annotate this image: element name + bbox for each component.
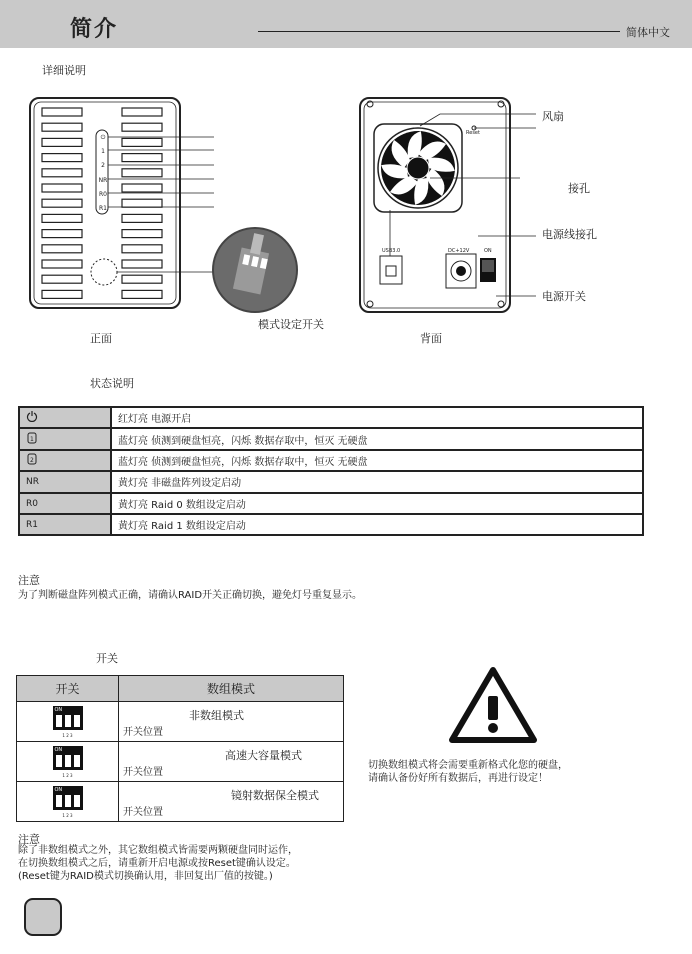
vent-slot — [42, 199, 82, 207]
note1-title: 注意 — [18, 574, 40, 587]
warning-line1: 切换数组模式将会需要重新格式化您的硬盘， — [368, 760, 568, 771]
usb-label: USB3.0 — [382, 248, 401, 254]
switch-table — [16, 675, 344, 822]
status-desc: 黄灯亮 Raid 0 数组设定启动 — [111, 493, 643, 514]
vent-slot — [122, 138, 162, 146]
status-row — [19, 514, 643, 535]
dc-label: DC+12V — [448, 248, 470, 254]
vent-slot — [42, 154, 82, 162]
vent-slot — [42, 108, 82, 116]
note1-text: 为了判断磁盘阵列模式正确，请确认RAID开关正确切换，避免灯号重复显示。 — [18, 590, 363, 601]
status-table — [18, 406, 644, 536]
dip-zoom-circle — [213, 228, 297, 312]
callout-power-jack: 电源线接孔 — [542, 228, 597, 241]
vent-slot — [122, 230, 162, 238]
svg-text:2: 2 — [30, 456, 34, 464]
power-icon — [26, 410, 38, 422]
front-caption: 正面 — [90, 332, 112, 345]
status-heading: 状态说明 — [90, 377, 134, 390]
dip-numbers: 1 2 3 — [62, 732, 73, 738]
header-rule — [258, 31, 620, 32]
status-desc: 黄灯亮 Raid 1 数组设定启动 — [111, 514, 643, 535]
vent-slot — [122, 154, 162, 162]
note2-title: 注意 — [18, 833, 40, 846]
status-desc: 蓝灯亮 侦测到硬盘恒亮，闪烁 数据存取中，恒灭 无硬盘 — [111, 428, 643, 449]
warning-line2: 请确认备份好所有数据后，再进行设定！ — [368, 773, 548, 784]
back-enclosure — [360, 98, 510, 312]
status-desc: 蓝灯亮 侦测到硬盘恒亮，闪烁 数据存取中，恒灭 无硬盘 — [111, 450, 643, 471]
vent-slot — [122, 214, 162, 222]
mode-switch-label: 模式设定开关 — [258, 318, 324, 331]
status-code: NR — [26, 477, 39, 488]
status-indicator — [19, 450, 111, 471]
vent-slot — [122, 184, 162, 192]
switch-row — [17, 702, 344, 742]
status-row — [19, 471, 643, 492]
switch-position-label: 开关位置 — [123, 807, 163, 818]
status-indicator — [19, 471, 111, 492]
led-label-list — [98, 131, 108, 216]
led-disk2-label: 2 — [101, 162, 105, 170]
dip-switch-icon: ON — [53, 706, 83, 730]
status-indicator — [19, 514, 111, 535]
vent-slot — [122, 245, 162, 253]
disk2-icon — [26, 453, 38, 465]
dip-switch-cell — [17, 782, 119, 822]
vent-slot — [122, 260, 162, 268]
status-code: R0 — [26, 498, 38, 509]
status-code: R1 — [26, 520, 38, 531]
status-indicator — [19, 428, 111, 449]
led-r0-label: R0 — [99, 190, 107, 198]
reset-label: Reset — [466, 130, 480, 136]
note2-line1: 除了非数组模式之外，其它数组模式皆需要两颗硬盘同时运作， — [18, 845, 298, 856]
dip-numbers: 1 2 3 — [62, 772, 73, 778]
details-heading: 详细说明 — [42, 64, 86, 77]
page-title: 简介 — [70, 17, 119, 42]
language-label: 简体中文 — [626, 26, 670, 39]
on-label: ON — [484, 248, 492, 254]
switch-position-label: 开关位置 — [123, 767, 163, 778]
led-r1-label: R1 — [99, 205, 107, 213]
note2-line3: (Reset键为RAID模式切换确认用，非回复出厂值的按键。) — [18, 871, 273, 882]
dip-switch-cell — [17, 702, 119, 742]
vent-slot — [42, 245, 82, 253]
mode-col-header: 数组模式 — [119, 676, 344, 702]
dip-numbers: 1 2 3 — [62, 812, 73, 818]
vent-slot — [122, 199, 162, 207]
vent-slot — [42, 184, 82, 192]
vent-slot — [122, 290, 162, 298]
vent-slot — [42, 290, 82, 298]
vent-slot — [42, 169, 82, 177]
vent-slot — [42, 123, 82, 131]
switch-position-label: 开关位置 — [123, 727, 163, 738]
status-desc: 红灯亮 电源开启 — [111, 407, 643, 428]
mode-name: 镜射数据保全模式 — [231, 789, 319, 802]
disk1-icon — [26, 432, 38, 444]
dip-switch-icon: ON — [53, 746, 83, 770]
note2-line2: 在切换数组模式之后，请重新开启电源或按Reset键确认设定。 — [18, 858, 296, 869]
switch-row — [17, 782, 344, 822]
device-illustration — [0, 90, 692, 350]
svg-text:1: 1 — [30, 435, 34, 443]
page-number-tab — [24, 898, 62, 936]
status-indicator — [19, 493, 111, 514]
led-disk1-label: 1 — [101, 148, 105, 156]
led-power-label: ⏻ — [100, 134, 106, 141]
vent-slot — [42, 260, 82, 268]
vent-slot — [42, 138, 82, 146]
vent-slot — [122, 123, 162, 131]
vent-slot — [122, 108, 162, 116]
mode-name: 非数组模式 — [189, 709, 244, 722]
dip-switch-cell — [17, 742, 119, 782]
dip-switch-icon: ON — [53, 786, 83, 810]
callout-port: 接孔 — [568, 182, 590, 195]
vent-slot — [42, 275, 82, 283]
status-row — [19, 493, 643, 514]
vent-slot — [42, 214, 82, 222]
status-indicator — [19, 407, 111, 428]
switch-heading: 开关 — [96, 652, 118, 665]
callout-fan: 风扇 — [542, 110, 564, 123]
vent-slot — [122, 275, 162, 283]
mode-name: 高速大容量模式 — [225, 749, 302, 762]
switch-row — [17, 742, 344, 782]
vent-slot — [42, 230, 82, 238]
status-desc: 黄灯亮 非磁盘阵列设定启动 — [111, 471, 643, 492]
warning-icon — [448, 664, 538, 744]
led-nr-label: NR — [98, 176, 108, 184]
back-caption: 背面 — [420, 332, 442, 345]
switch-col-header: 开关 — [17, 676, 119, 702]
callout-power-switch: 电源开关 — [542, 290, 586, 303]
status-row — [19, 407, 643, 428]
vent-slot — [122, 169, 162, 177]
status-row — [19, 450, 643, 471]
status-row — [19, 428, 643, 449]
